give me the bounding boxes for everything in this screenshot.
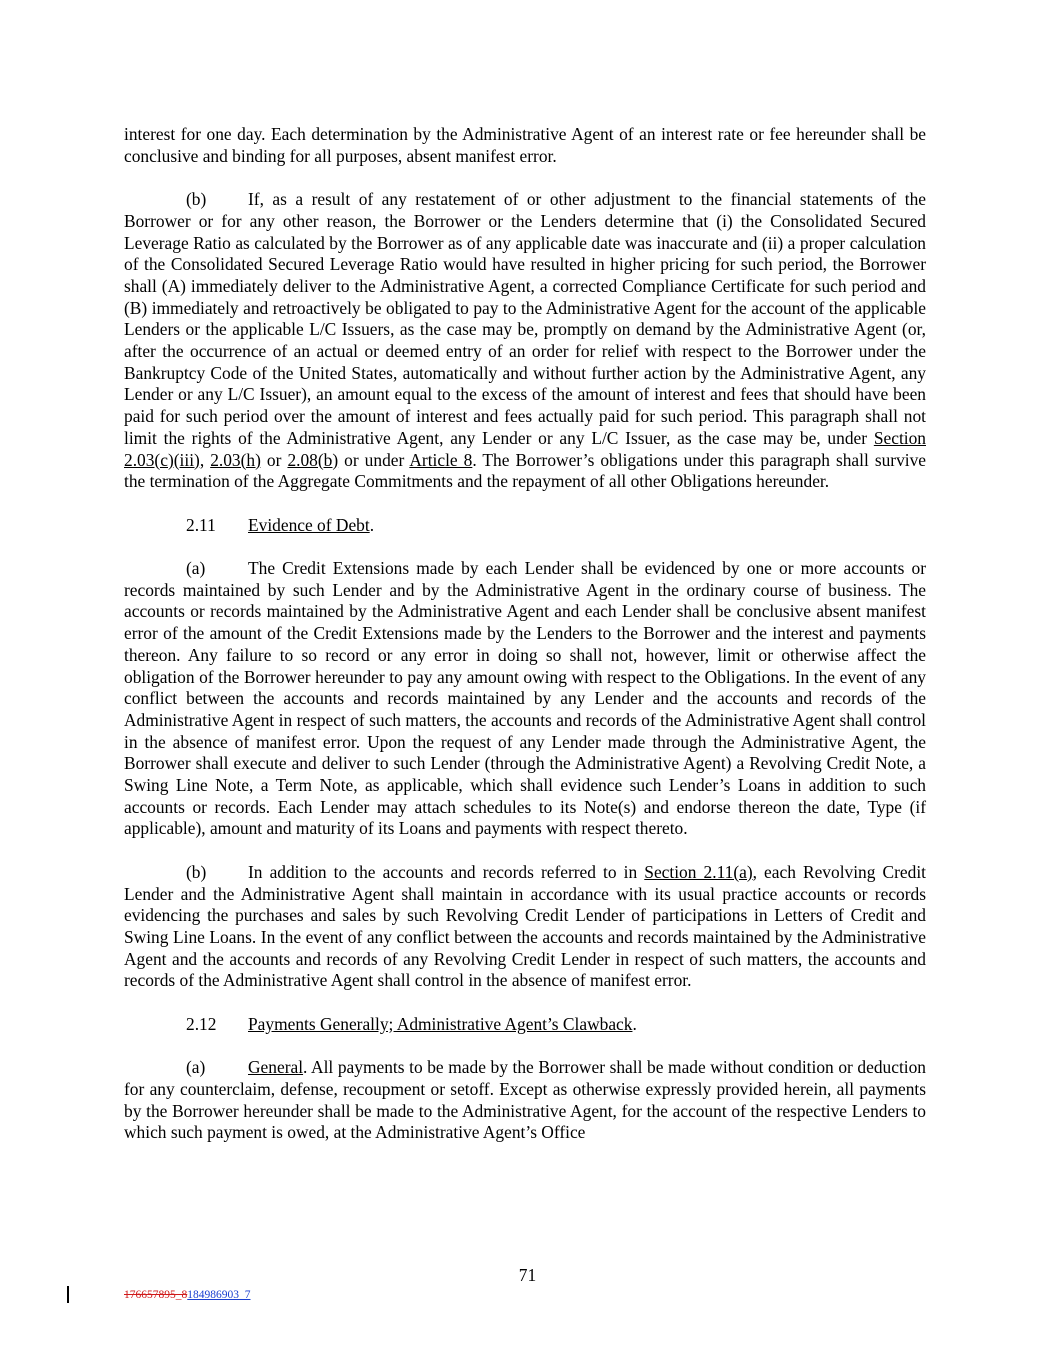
document-id-inserted: 184986903_7: [187, 1289, 251, 1301]
section-heading-2-11: 2.11 Evidence of Debt.: [186, 514, 375, 535]
section-title: Payments Generally; Administrative Agent’s Clawback: [248, 1013, 633, 1034]
cross-reference: 2.08(b): [287, 449, 339, 470]
section-title: Evidence of Debt: [248, 514, 370, 535]
paragraph-label: (b): [186, 189, 207, 210]
paragraph-2-11-b: [124, 862, 926, 992]
cross-reference: Article 8: [409, 449, 473, 470]
document-body: [124, 124, 926, 1166]
paragraph-label: (a): [186, 558, 206, 579]
paragraph-text: , each Revolving Credit Lender and the Administrative Agent shall maintain in accordance with its usual practice accounts or records evidencing the purchases and sales by such Revolving Credit Lender of participations in Letters of Credit and Swing Line Loans. In the event of any conflict between the accounts and records maintained by the Administrative Agent and the accounts and records of any Revolving Credit Lender in respect of such matters, the accounts and records of the Administrative Agent shall control in the absence of manifest error.: [124, 861, 926, 991]
paragraph-label: (b): [186, 861, 207, 882]
cross-reference: Section 2.11(a): [644, 861, 753, 882]
page-number: 71: [518, 1265, 537, 1285]
paragraph-2-10-b: (b) If, as a result of any restatement of or other adjustment to the financial statements of the Borrower or for any other reason, the Borrower or the Lenders determine that (i) the Consolidated Secured Leverage Ratio as calculated by the Borrower as of any applicable date was inaccurate and (ii) a proper calculation of the Consolidated Secured Leverage Ratio would have resulted in higher pricing for such period, the Borrower shall (A) immediately deliver to the Administrative Agent, a corrected Compliance Certificate for such period and (B) immediately and retroactively be obligated to pay to the Administrative Agent for the account of the applicable Lenders or the applicable L/C Issuers, as the case may be, promptly on demand by the Administrative Agent (or, after the occurrence of an actual or deemed entry of an order for relief with respect to the Borrower under the Bankruptcy Code of the United States, automatically and without further action by the Administrative Agent, any Lender or any L/C Issuer), an amount equal to the excess of the amount of interest and fees that should have been paid for such period over the amount of interest and fees actually paid for such period. This paragraph shall not limit the rights of the Administrative Agent, any Lender or any L/C Issuer, as the case may be, under Section 2.03(c)(iii), 2.03(h) or 2.08(b) or under Article 8. The Borrower’s obligations under this paragraph shall survive the termination of the Aggregate Commitments and the repayment of all other Obligations hereunder.: [124, 189, 927, 492]
paragraph-text: . All payments to be made by the Borrower shall be made without condition or deduction for any counterclaim, defense, recoupment or setoff. Except as otherwise expressly provided herein, all payments by the Borrower hereunder shall be made to the Administrative Agent, for the account of the respective Lenders to which such payment is owed, at the Administrative Agent’s Office: [124, 1057, 926, 1143]
paragraph-text: The Credit Extensions made by each Lender shall be evidenced by one or more accounts or records maintained by such Lender and by the Administrative Agent in the ordinary course of business. The accounts or records maintained by the Administrative Agent and each Lender shall be conclusive absent manifest error of the amount of the Credit Extensions made by the Lenders to the Borrower and the interest and payments thereon. Any failure to so record or any error in doing so shall not, however, limit or otherwise affect the obligation of the Borrower hereunder to pay any amount owing with respect to the Obligations. In the event of any conflict between the accounts and records maintained by any Lender and the accounts and records of the Administrative Agent in respect of such matters, the accounts and records of the Administrative Agent shall control in the absence of manifest error. Upon the request of any Lender made through the Administrative Agent, the Borrower shall execute and deliver to such Lender (through the Administrative Agent) a Revolving Credit Note, a Swing Line Note, a Term Note, as applicable, which shall evidence such Lender’s Loans in addition to such accounts or records. Each Lender may attach schedules to its Note(s) and endorse thereon the date, Type (if applicable), amount and maturity of its Loans and payments with respect thereto.: [124, 558, 926, 839]
section-heading-2-12: 2.12 Payments Generally; Administrative Agent’s Clawback.: [186, 1013, 637, 1034]
paragraph-text: . The Borrower’s obligations under this paragraph shall survive the termination of the Aggregate Commitments and the repayment of all other Obligations hereunder.: [124, 449, 927, 492]
cross-reference: 2.03(h): [210, 449, 261, 470]
paragraph-text: In addition to the accounts and records referred to in: [248, 861, 645, 882]
paragraph-2-11-a: [124, 558, 926, 840]
paragraph-label: (a): [186, 1057, 206, 1078]
paragraph-caption: General: [248, 1057, 304, 1078]
change-bar: [67, 1286, 69, 1303]
paragraph-text: If, as a result of any restatement of or other adjustment to the financial statements of the Borrower or for any other reason, the Borrower or the Lenders determine that (i) the Consolidated Secured Leverage Ratio as calculated by the Borrower as of any applicable date was inaccurate and (ii) a proper calculation of the Consolidated Secured Leverage Ratio would have resulted in higher pricing for such period, the Borrower shall (A) immediately deliver to the Administrative Agent, a corrected Compliance Certificate for such period and (B) immediately and retroactively be obligated to pay to the Administrative Agent for the account of the applicable Lenders or the applicable L/C Issuers, as the case may be, promptly on demand by the Administrative Agent (or, after the occurrence of an actual or deemed entry of an order for relief with respect to the Borrower under the Bankruptcy Code of the United States, automatically and without further action by the Administrative Agent, any Lender or any L/C Issuer), an amount equal to the excess of the amount of interest and fees that should have been paid for such period over the amount of interest and fees actually paid for such period. This paragraph shall not limit the rights of the Administrative Agent, any Lender or any L/C Issuer, as the case may be, under: [124, 189, 926, 448]
paragraph-continuation: interest for one day. Each determination by the Administrative Agent of an interest rate or fee hereunder shall be conclusive and binding for all purposes, absent manifest error.: [124, 124, 926, 166]
paragraph-2-12-a: [124, 1057, 926, 1144]
section-number: 2.12: [186, 1013, 217, 1034]
section-number: 2.11: [186, 514, 216, 535]
document-id: [124, 1289, 251, 1301]
document-id-deleted: 176657895_8: [124, 1289, 188, 1301]
cross-reference: Section 2.03(c)(iii): [124, 427, 926, 470]
